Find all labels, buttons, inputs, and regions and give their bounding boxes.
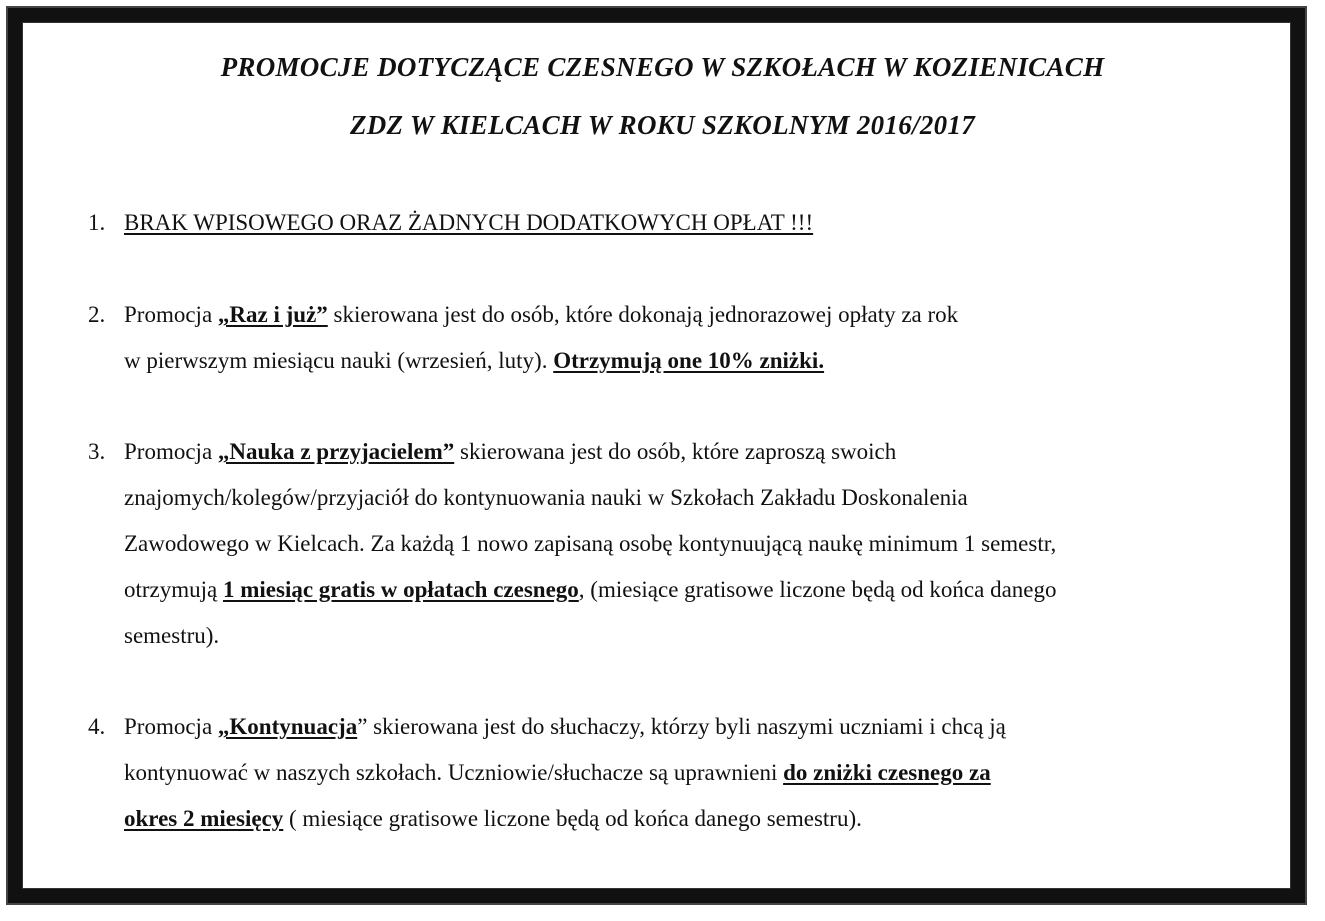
item-number: 3. [88, 439, 106, 464]
discount-highlight: Otrzymują one 10% zniżki. [553, 348, 825, 373]
item-text: Promocja [124, 439, 218, 464]
promotion-name-nauka-z-przyjacielem: „Nauka z przyjacielem” [217, 439, 455, 464]
item-text: Promocja [124, 302, 218, 327]
promotion-name-raz-i-juz: „Raz i już” [217, 302, 328, 327]
item-line [124, 439, 896, 465]
promotion-name-kontynuacja: „Kontynuacja [217, 714, 358, 739]
promotion-heading-no-fees: BRAK WPISOWEGO ORAZ ŻADNYCH DODATKOWYCH OPŁAT !!! [124, 210, 814, 235]
item-line [124, 577, 1057, 603]
item-number: 2. [88, 302, 106, 327]
item-text: znajomych/kolegów/przyjaciół do kontynuowania nauki w Szkołach Zakładu Doskonalenia [124, 485, 968, 510]
item-line [124, 714, 1006, 740]
item-line [124, 210, 813, 236]
item-text: Promocja [124, 714, 218, 739]
item-text: skierowana jest do osób, które dokonają jednorazowej opłaty za rok [327, 302, 959, 327]
item-line [124, 806, 862, 832]
item-text: w pierwszym miesiącu nauki (wrzesień, luty). [124, 348, 554, 373]
item-text: kontynuować w naszych szkołach. Uczniowie/słuchacze są uprawnieni [124, 760, 784, 785]
free-month-highlight: 1 miesiąc gratis w opłatach czesnego [223, 577, 579, 602]
item-number: 4. [88, 714, 106, 739]
document-title-line-2: ZDZ W KIELCACH W ROKU SZKOLNYM 2016/2017 [349, 110, 976, 140]
item-line [124, 623, 219, 649]
item-text: ” skierowana jest do słuchaczy, którzy byli naszymi uczniami i chcą ją [357, 714, 1006, 739]
item-text: semestru). [124, 623, 220, 648]
item-number: 1. [88, 210, 106, 235]
item-text: skierowana jest do osób, które zaproszą swoich [454, 439, 897, 464]
item-line [124, 348, 824, 374]
item-text: Zawodowego w Kielcach. Za każdą 1 nowo zapisaną osobę kontynuującą naukę minimum 1 semestr, [124, 531, 1057, 556]
discount-highlight: do zniżki czesnego za [783, 760, 991, 785]
item-text: otrzymują [124, 577, 223, 602]
item-line [124, 760, 991, 786]
item-line [124, 485, 968, 511]
discount-period-highlight: okres 2 miesięcy [124, 806, 284, 831]
item-text: , (miesiące gratisowe liczone będą od końca danego [578, 577, 1057, 602]
item-line [124, 302, 958, 328]
item-text: ( miesiące gratisowe liczone będą od końca danego semestru). [283, 806, 862, 831]
item-line [124, 531, 1056, 557]
document-title-line-1: PROMOCJE DOTYCZĄCE CZESNEGO W SZKOŁACH W KOZIENICACH [220, 52, 1105, 82]
